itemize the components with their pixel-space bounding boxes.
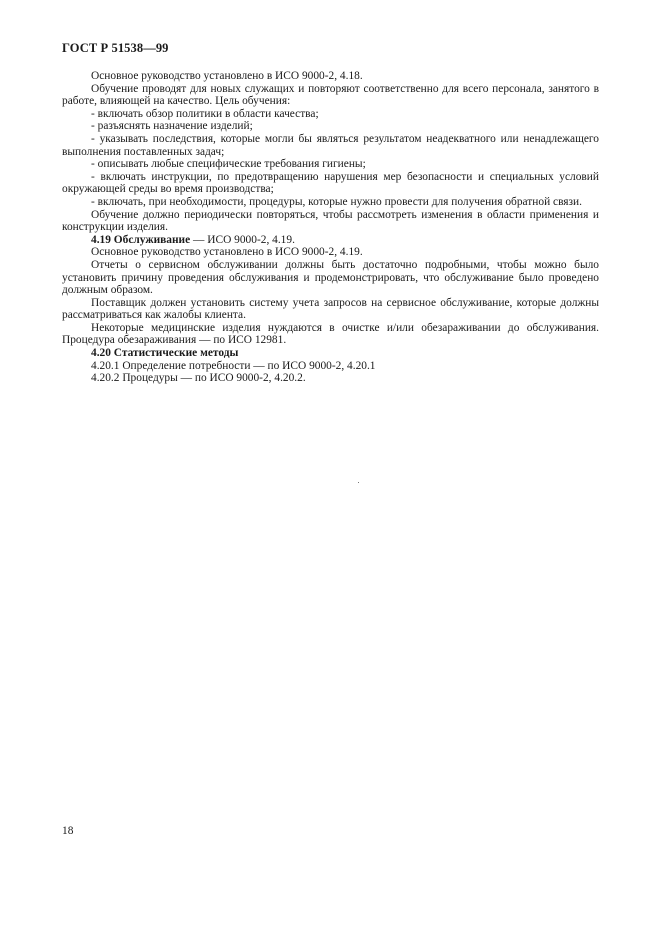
page-number: 18 <box>62 825 74 837</box>
list-item: - включать инструкции, по предотвращению нарушения мер безопасности и специальных условий окружающей среды во время производства; <box>62 170 599 196</box>
document-header: ГОСТ Р 51538—99 <box>62 41 169 55</box>
scan-speck <box>358 482 359 483</box>
section-heading-reference: — ИСО 9000-2, 4.19. <box>190 233 295 246</box>
paragraph: Обучение проводят для новых служащих и повторяют соответственно для всего персонала, занятого в работе, влияющей на качество. Цель обучения: <box>62 82 599 108</box>
paragraph: Поставщик должен установить систему учета запросов на сервисное обслуживание, которые должны рассматриваться как жалобы клиента. <box>62 296 599 322</box>
paragraph: Основное руководство установлено в ИСО 9000-2, 4.19. <box>91 246 363 259</box>
paragraph: Обучение должно периодически повторяться, чтобы рассмотреть изменения в области применения и конструкции изделия. <box>62 208 599 234</box>
list-item: - описывать любые специфические требования гигиены; <box>91 158 366 171</box>
paragraph: Отчеты о сервисном обслуживании должны быть достаточно подробными, чтобы можно было установить причину проведения обслуживания и продемонстрировать, что обслуживание было проведено должным образом. <box>62 258 599 297</box>
list-item: - включать, при необходимости, процедуры, которые нужно провести для получения обратной связи. <box>91 195 582 208</box>
section-heading-4-20: 4.20 Статистические методы <box>91 347 239 360</box>
page-body <box>62 70 599 385</box>
list-item: - указывать последствия, которые могли бы являться результатом неадекватного или ненадлежащего выполнения поставленных задач; <box>62 132 599 158</box>
list-item: - включать обзор политики в области качества; <box>91 107 319 120</box>
section-heading-4-19 <box>62 234 599 247</box>
subsection-4-20-2: 4.20.2 Процедуры — по ИСО 9000-2, 4.20.2. <box>91 372 306 385</box>
paragraph: Некоторые медицинские изделия нуждаются в очистке и/или обезараживании до обслуживания. Процедура обезараживания — по ИСО 12981. <box>62 321 599 347</box>
section-heading-label: 4.19 Обслуживание <box>91 233 191 246</box>
subsection-4-20-1: 4.20.1 Определение потребности — по ИСО 9000-2, 4.20.1 <box>91 359 376 372</box>
paragraph: Основное руководство установлено в ИСО 9000-2, 4.18. <box>91 70 363 82</box>
list-item: - разъяснять назначение изделий; <box>91 120 253 133</box>
